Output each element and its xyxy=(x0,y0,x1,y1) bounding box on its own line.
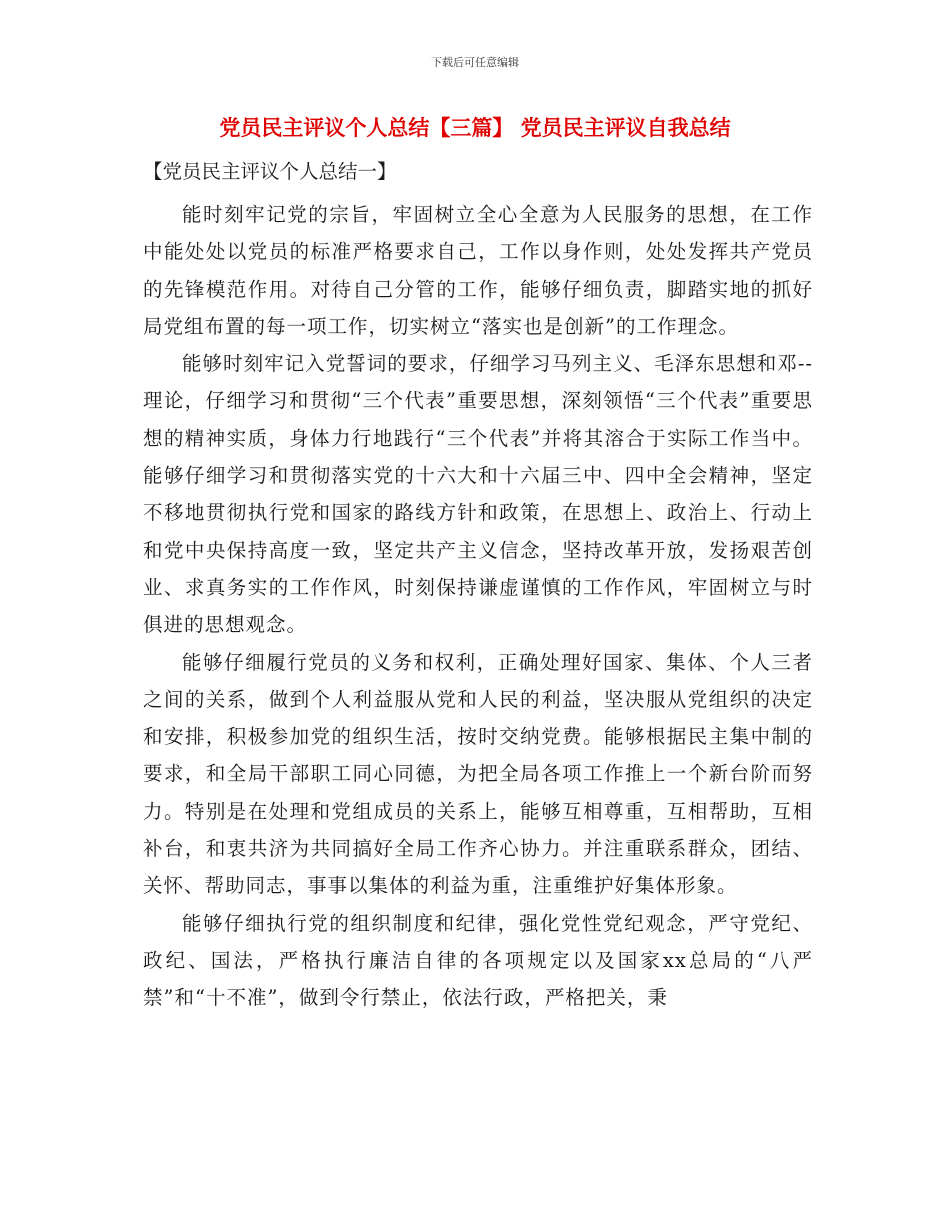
section-heading: 【党员民主评议个人总结一】 xyxy=(143,160,397,183)
body-paragraph: 能够仔细执行党的组织制度和纪律，强化党性党纪观念，严守党纪、政纪、国法，严格执行廉洁自律的各项规定以及国家xx总局的“八严禁”和“十不准”，做到令行禁止，依法行政，严格把关，秉 xyxy=(143,911,813,1010)
body-paragraph: 能够时刻牢记入党誓词的要求，仔细学习马列主义、毛泽东思想和邓--理论，仔细学习和贯彻“三个代表”重要思想，深刻领悟“三个代表”重要思想的精神实质，身体力行地践行“三个代表”并将其溶合于实际工作当中。能够仔细学习和贯彻落实党的十六大和十六届三中、四中全会精神，坚定不移地贯彻执行党和国家的路线方针和政策，在思想上、政治上、行动上和党中央保持高度一致，坚定共产主义信念，坚持改革开放，发扬艰苦创业、求真务实的工作作风，时刻保持谦虚谨慎的工作作风，牢固树立与时俱进的思想观念。 xyxy=(143,352,813,637)
page-header-note: 下载后可任意编辑 xyxy=(431,56,519,69)
body-paragraph: 能时刻牢记党的宗旨，牢固树立全心全意为人民服务的思想，在工作中能处处以党员的标准严格要求自己，工作以身作则，处处发挥共产党员的先锋模范作用。对待自己分管的工作，能够仔细负责，脚踏实地的抓好局党组布置的每一项工作，切实树立“落实也是创新”的工作理念。 xyxy=(143,203,813,338)
body-paragraph: 能够仔细履行党员的义务和权利，正确处理好国家、集体、个人三者之间的关系，做到个人利益服从党和人民的利益，坚决服从党组织的决定和安排，积极参加党的组织生活，按时交纳党费。能够根据民主集中制的要求，和全局干部职工同心同德，为把全局各项工作推上一个新台阶而努力。特别是在处理和党组成员的关系上，能够互相尊重，互相帮助，互相补台，和衷共济为共同搞好全局工作齐心协力。并注重联系群众，团结、关怀、帮助同志，事事以集体的利益为重，注重维护好集体形象。 xyxy=(143,650,813,898)
document-title: 党员民主评议个人总结【三篇】 党员民主评议自我总结 xyxy=(219,116,731,140)
document-body xyxy=(143,196,813,1017)
